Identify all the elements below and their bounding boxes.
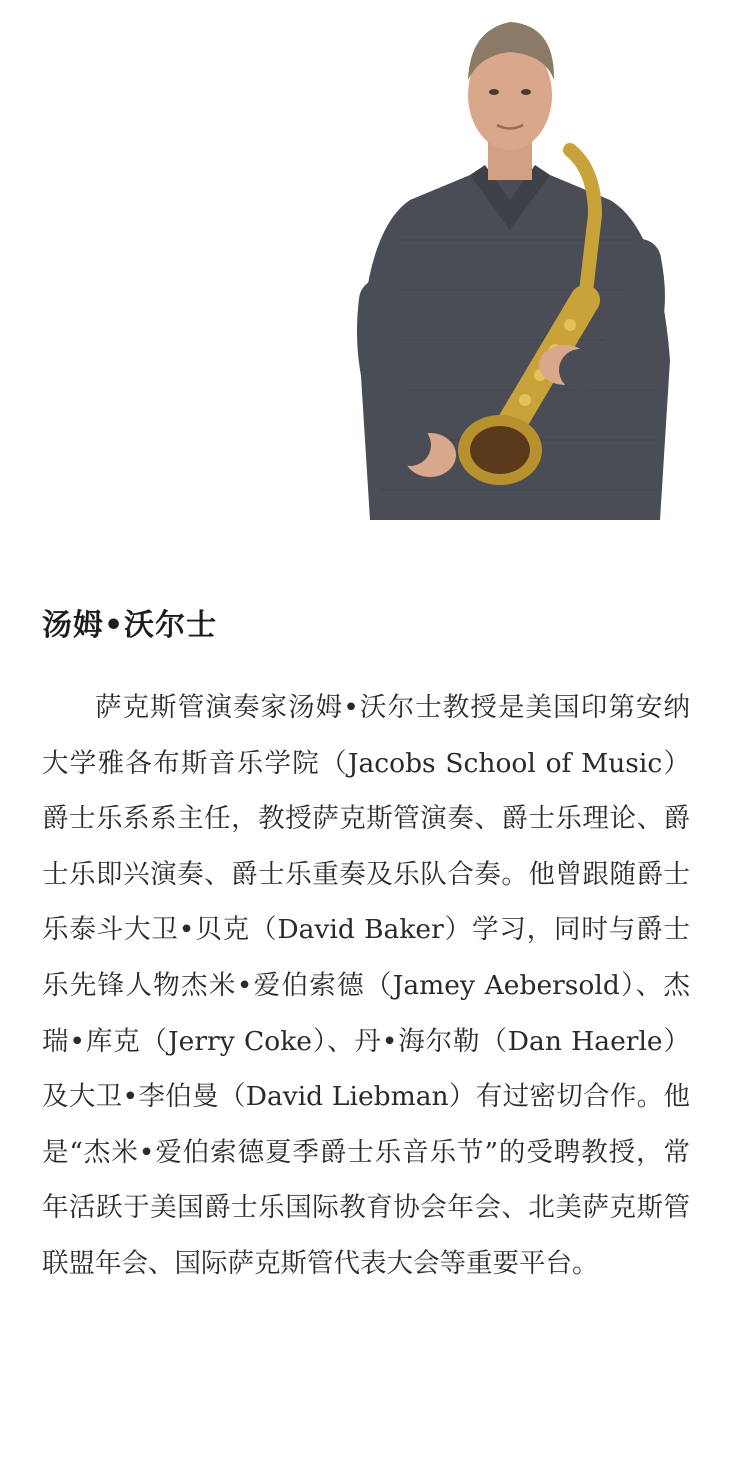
person-name: 汤姆•沃尔士 (42, 608, 218, 643)
biography-text: 萨克斯管演奏家汤姆•沃尔士教授是美国印第安纳大学雅各布斯音乐学院（Jacobs School of Music）爵士乐系系主任，教授萨克斯管演奏、爵士乐理论、爵士乐即兴演奏、爵士乐重奏及乐队合奏。他曾跟随爵士乐泰斗大卫•贝克（David Baker）学习，同时与爵士乐先锋人物杰米•爱伯索德（Jamey Aebersold）、杰瑞•库克（Jerry Coke）、丹•海尔勒（Dan Haerle）及大卫•李伯曼（David Liebman）有过密切合作。他是“杰米•爱伯索德夏季爵士乐音乐节”的受聘教授，常年活跃于美国爵士乐国际教育协会年会、北美萨克斯管联盟年会、国际萨克斯管代表大会等重要平台。 (42, 692, 690, 1279)
portrait-photo (340, 0, 690, 520)
saxophonist-illustration (340, 0, 690, 520)
